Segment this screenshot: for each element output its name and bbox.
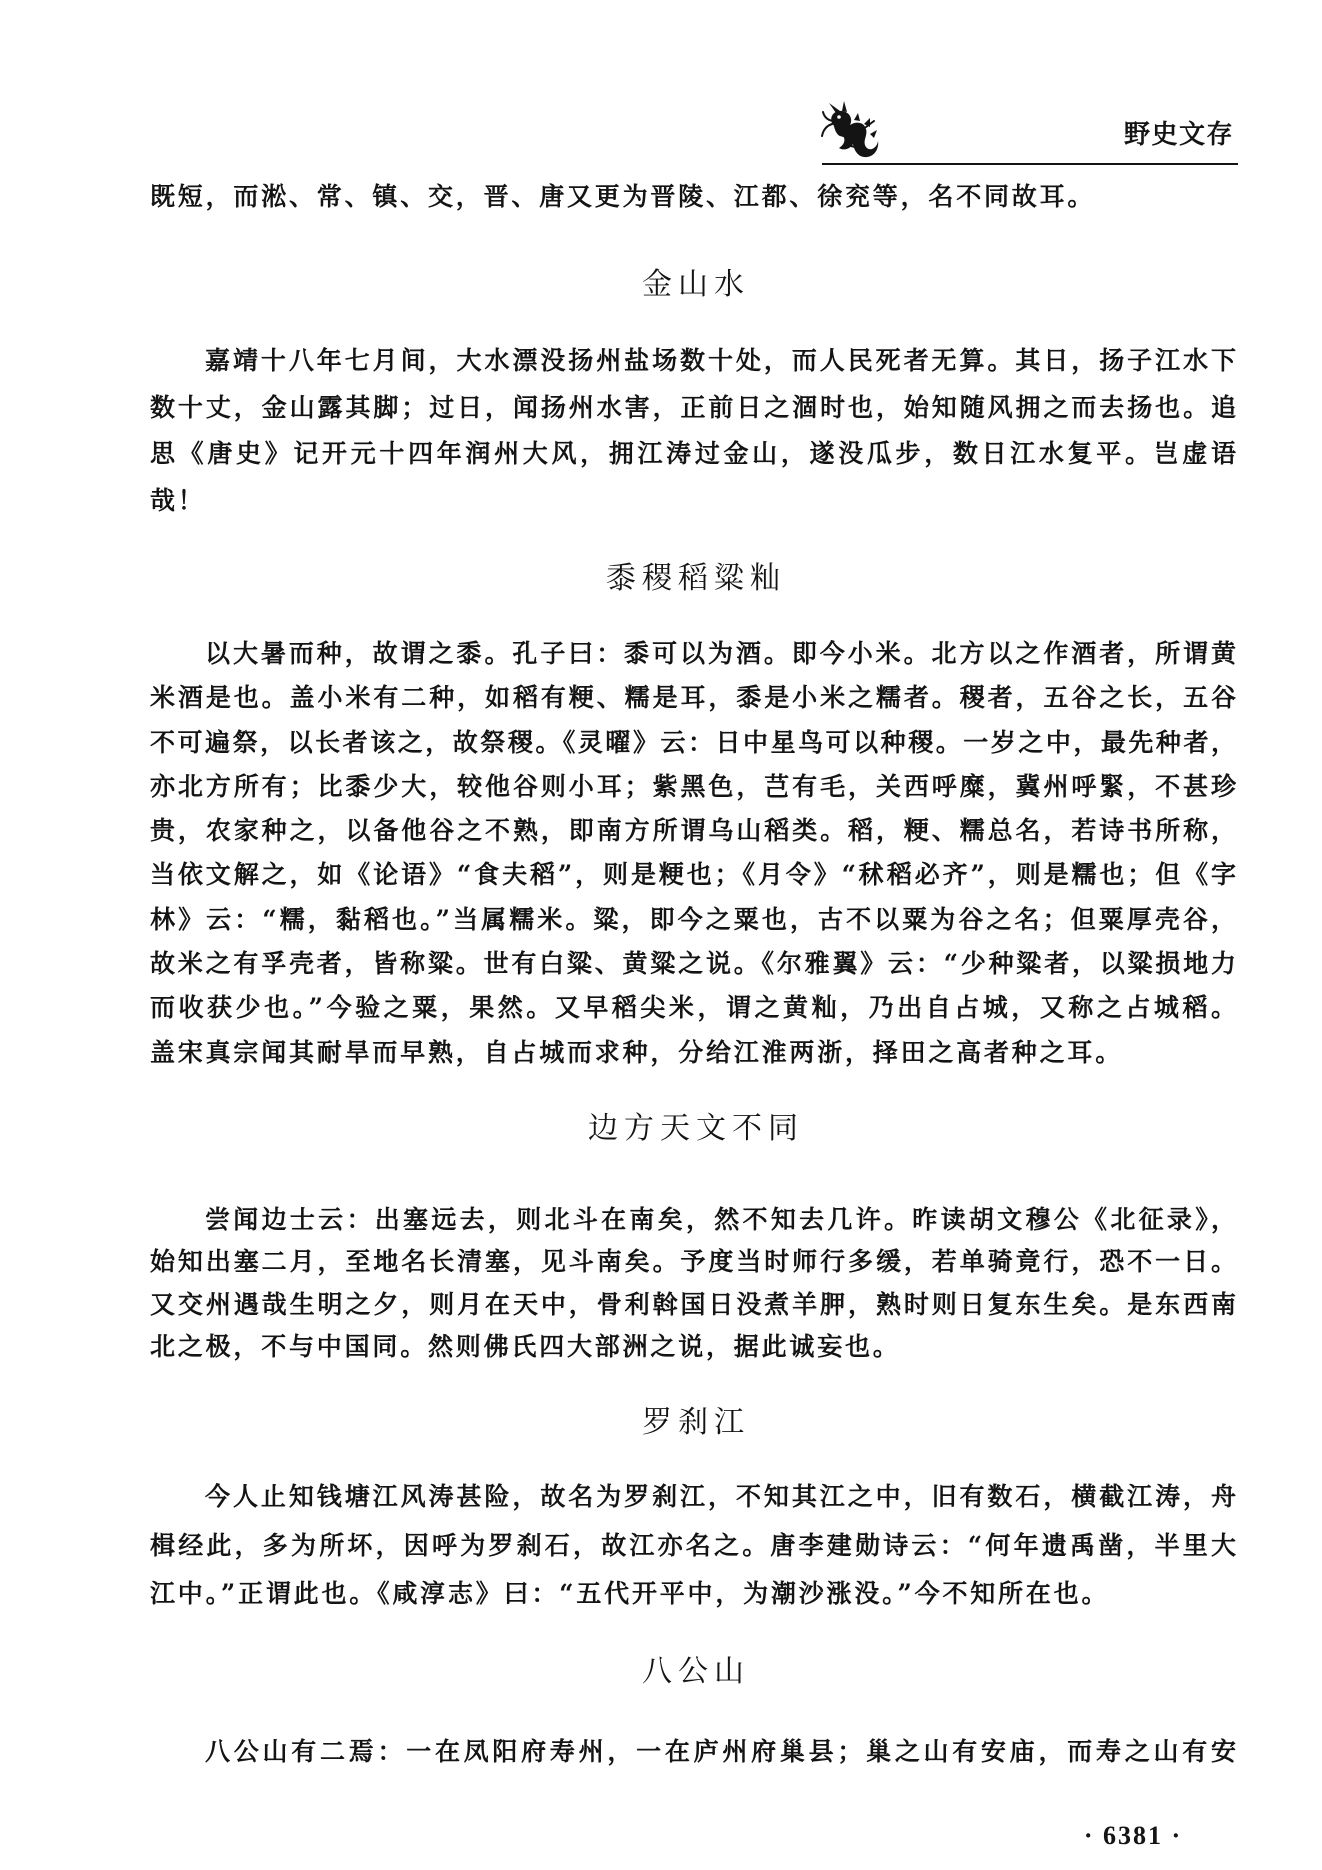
- paragraph-line: 又交州遇哉生明之夕，则月在天中，骨利斡国日没煮羊胛，熟时则日复东生矣。是东西南: [150, 1289, 1236, 1319]
- paragraph-line: 故米之有孚壳者，皆称粱。世有白粱、黄粱之说。《尔雅翼》云：“少种粱者，以粱损地力: [150, 949, 1236, 979]
- section-title: 八公山: [642, 1654, 750, 1689]
- page-number: · 6381 ·: [1083, 1821, 1183, 1850]
- paragraph-line: 哉！: [150, 485, 206, 515]
- paragraph-line: 米酒是也。盖小米有二种，如稻有粳、糯是耳，黍是小米之糯者。稷者，五谷之长，五谷: [150, 683, 1236, 713]
- paragraph-line: 既短，而淞、常、镇、交，晋、唐又更为晋陵、江都、徐兖等，名不同故耳。: [150, 182, 1096, 211]
- series-title: 野史文存: [1123, 120, 1234, 150]
- paragraph-line: 林》云：“糯，黏稻也。”当属糯米。粱，即今之粟也，古不以粟为谷之名；但粟厚壳谷，: [150, 904, 1236, 934]
- paragraph-line: 楫经此，多为所坏，因呼为罗刹石，故江亦名之。唐李建勋诗云：“何年遗禹凿，半里大: [150, 1530, 1236, 1560]
- dragon-icon: [820, 100, 882, 162]
- paragraph: [150, 1729, 1236, 1775]
- paragraph: [150, 338, 1236, 524]
- section-title: 边方天文不同: [588, 1111, 804, 1146]
- paragraph-line: 嘉靖十八年七月间，大水漂没扬州盐场数十处，而人民死者无算。其日，扬子江水下: [205, 346, 1236, 375]
- paragraph-line: 而收获少也。”今验之粟，果然。又早稻尖米，谓之黄籼，乃出自占城，又称之占城稻。: [150, 993, 1236, 1023]
- paragraph: [150, 1473, 1236, 1619]
- paragraph-line: 江中。”正谓此也。《咸淳志》曰：“五代开平中，为潮沙涨没。”今不知所在也。: [150, 1579, 1110, 1608]
- paragraph-line: 今人止知钱塘江风涛甚险，故名为罗刹江，不知其江之中，旧有数石，横截江涛，舟: [205, 1482, 1236, 1511]
- paragraph-line: 始知出塞二月，至地名长清塞，见斗南矣。予度当时师行多缓，若单骑竟行，恐不一日。: [150, 1247, 1236, 1277]
- paragraph-line: 当依文解之，如《论语》“食夫稻”，则是粳也；《月令》“秫稻必齐”，则是糯也；但《字: [150, 860, 1236, 890]
- paragraph-line: 北之极，不与中国同。然则佛氏四大部洲之说，据此诚妄也。: [150, 1331, 901, 1361]
- section-title: 罗刹江: [642, 1405, 750, 1440]
- section-title: 黍稷稻粱籼: [606, 561, 786, 596]
- paragraph-line: 数十丈，金山露其脚；过日，闻扬州水害，正前日之涸时也，始知随风拥之而去扬也。追: [150, 392, 1236, 422]
- continuation-text: [150, 174, 1236, 220]
- paragraph: [150, 632, 1236, 1075]
- paragraph-line: 不可遍祭，以长者该之，故祭稷。《灵曜》云：日中星鸟可以种稷。一岁之中，最先种者，: [150, 727, 1236, 757]
- header-rule: [822, 163, 1238, 165]
- paragraph-line: 盖宋真宗闻其耐旱而早熟，自占城而求种，分给江淮两浙，择田之高者种之耳。: [150, 1037, 1124, 1067]
- paragraph-line: 尝闻边士云：出塞远去，则北斗在南矣，然不知去几许。昨读胡文穆公《北征录》，: [205, 1205, 1236, 1234]
- paragraph-line: 思《唐史》记开元十四年润州大风，拥江涛过金山，遂没瓜步，数日江水复平。岂虚语: [150, 439, 1236, 468]
- paragraph-line: 贵，农家种之，以备他谷之不熟，即南方所谓乌山稻类。稻，粳、糯总名，若诗书所称，: [150, 816, 1236, 846]
- paragraph-line: 八公山有二焉：一在凤阳府寿州，一在庐州府巢县；巢之山有安庙，而寿之山有安: [205, 1737, 1236, 1766]
- paragraph: [150, 1199, 1236, 1368]
- section-title: 金山水: [642, 267, 750, 302]
- paragraph-line: 亦北方所有；比黍少大，较他谷则小耳；紫黑色，芑有毛，关西呼糜，冀州呼緊，不甚珍: [150, 771, 1236, 801]
- paragraph-line: 以大暑而种，故谓之黍。孔子曰：黍可以为酒。即今小米。北方以之作酒者，所谓黄: [205, 639, 1236, 668]
